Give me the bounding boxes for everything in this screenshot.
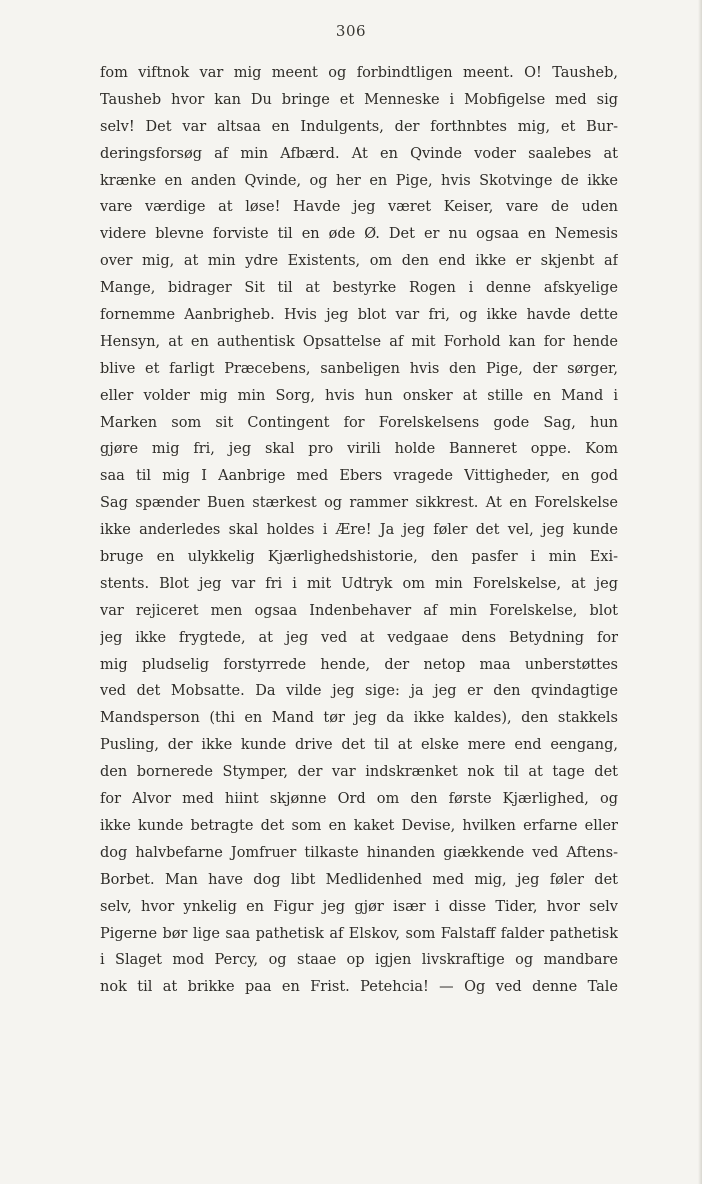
text-line: vare værdige at løse! Havde jeg været Keiser, vare de uden	[100, 199, 618, 216]
text-line: ikke kunde betragte det som en kaket Devise, hvilken erfarne eller	[100, 817, 618, 834]
text-line: Marken som sit Contingent for Forelskelsens gode Sag, hun	[100, 414, 618, 431]
text-line: fornemme Aanbrigheb. Hvis jeg blot var fri, og ikke havde dette	[100, 307, 618, 324]
text-line: Mange, bidrager Sit til at bestyrke Rogen i denne afskyelige	[100, 280, 618, 297]
text-line: gjøre mig fri, jeg skal pro virili holde Banneret oppe. Kom	[100, 441, 618, 458]
text-line: Mandsperson (thi en Mand tør jeg da ikke kaldes), den stakkels	[100, 710, 618, 727]
body-text	[100, 60, 618, 1001]
text-line: Hensyn, at en authentisk Opsattelse af mit Forhold kan for hende	[100, 333, 618, 350]
text-line: nok til at brikke paa en Frist. Petehcia! — Og ved denne Tale	[100, 979, 618, 996]
text-line: Tausheb hvor kan Du bringe et Menneske i Mobfigelse med sig	[100, 91, 618, 108]
text-line: jeg ikke frygtede, at jeg ved at vedgaae dens Betydning for	[100, 629, 618, 646]
page-number: 306	[335, 22, 367, 40]
text-line: krænke en anden Qvinde, og her en Pige, hvis Skotvinge de ikke	[100, 172, 618, 189]
text-line: eller volder mig min Sorg, hvis hun onsker at stille en Mand i	[100, 387, 618, 404]
text-line: selv, hvor ynkelig en Figur jeg gjør især i disse Tider, hvor selv	[100, 898, 618, 915]
page-edge-shadow	[698, 0, 702, 1184]
text-line: Pigerne bør lige saa pathetisk af Elskov, som Falstaff falder pathetisk	[100, 925, 618, 942]
text-line: i Slaget mod Percy, og staae op igjen livskraftige og mandbare	[100, 952, 618, 969]
text-line: fom viftnok var mig meent og forbindtligen meent. O! Tausheb,	[100, 65, 618, 81]
text-line: dog halvbefarne Jomfruer tilkaste hinanden giækkende ved Aftens-	[100, 844, 618, 861]
text-line: deringsforsøg af min Afbærd. At en Qvinde voder saalebes at	[100, 145, 618, 162]
text-line: Sag spænder Buen stærkest og rammer sikkrest. At en Forelskelse	[100, 495, 618, 512]
text-line: var rejiceret men ogsaa Indenbehaver af min Forelskelse, blot	[100, 602, 618, 619]
text-line: ved det Mobsatte. Da vilde jeg sige: ja jeg er den qvindagtige	[100, 683, 618, 700]
text-line: for Alvor med hiint skjønne Ord om den første Kjærlighed, og	[100, 791, 618, 808]
text-line: Borbet. Man have dog libt Medlidenhed med mig, jeg føler det	[100, 871, 618, 888]
text-line: ikke anderledes skal holdes i Ære! Ja jeg føler det vel, jeg kunde	[100, 522, 618, 539]
text-line: saa til mig I Aanbrige med Ebers vragede Vittigheder, en god	[100, 468, 618, 485]
text-line: bruge en ulykkelig Kjærlighedshistorie, den pasfer i min Exi-	[100, 549, 618, 566]
text-line: Pusling, der ikke kunde drive det til at elske mere end eengang,	[100, 737, 618, 754]
text-line: stents. Blot jeg var fri i mit Udtryk om min Forelskelse, at jeg	[100, 575, 618, 592]
text-line: videre blevne forviste til en øde Ø. Det er nu ogsaa en Nemesis	[100, 226, 618, 243]
text-line: mig pludselig forstyrrede hende, der netop maa unberstøttes	[100, 656, 618, 673]
text-line: over mig, at min ydre Existents, om den end ikke er skjenbt af	[100, 253, 618, 270]
text-line: blive et farligt Præcebens, sanbeligen hvis den Pige, der sørger,	[100, 360, 618, 377]
text-line: selv! Det var altsaa en Indulgents, der forthnbtes mig, et Bur-	[100, 118, 618, 135]
text-line: den bornerede Stymper, der var indskrænket nok til at tage det	[100, 764, 618, 781]
